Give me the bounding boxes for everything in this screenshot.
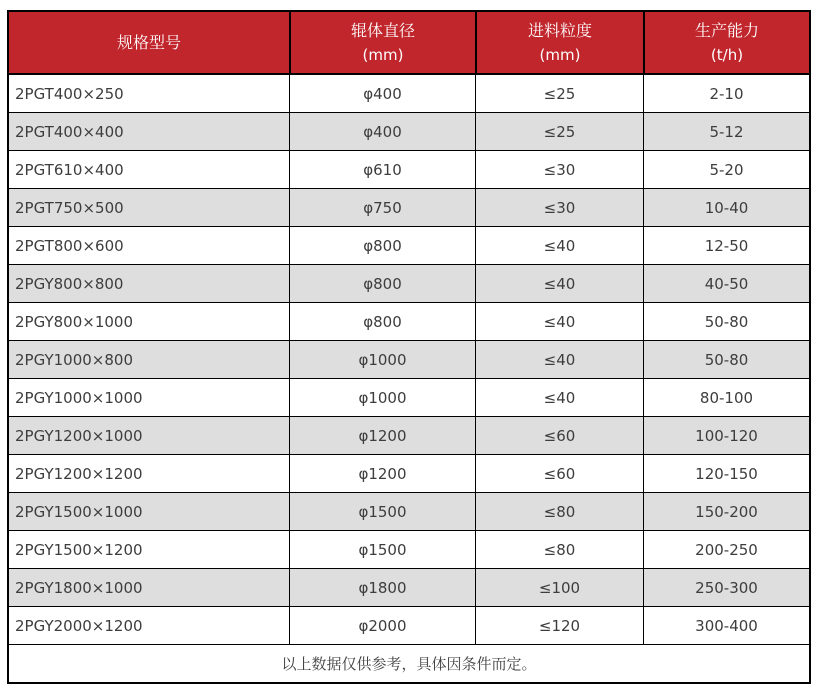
table-row bbox=[9, 151, 809, 189]
cell-model: 2PGT750×500 bbox=[15, 198, 124, 217]
table-row bbox=[9, 569, 809, 607]
cell-capacity: 50-80 bbox=[643, 303, 809, 340]
cell-roller-diameter: φ1800 bbox=[289, 569, 475, 606]
cell-model: 2PGY1000×1000 bbox=[15, 388, 143, 407]
cell-roller-diameter: φ800 bbox=[289, 265, 475, 302]
cell-capacity: 50-80 bbox=[643, 341, 809, 378]
header-cell-capacity bbox=[643, 12, 809, 73]
cell-capacity: 250-300 bbox=[643, 569, 809, 606]
cell-capacity: 2-10 bbox=[643, 75, 809, 112]
cell-roller-diameter: φ750 bbox=[289, 189, 475, 226]
header-title: 规格型号 bbox=[116, 33, 181, 52]
cell-capacity: 40-50 bbox=[643, 265, 809, 302]
header-unit: (mm) bbox=[362, 45, 404, 64]
cell-feed-size: ≤60 bbox=[475, 455, 643, 492]
cell-capacity: 200-250 bbox=[643, 531, 809, 568]
cell-roller-diameter: φ610 bbox=[289, 151, 475, 188]
cell-roller-diameter: φ1200 bbox=[289, 455, 475, 492]
header-title: 生产能力 bbox=[694, 20, 759, 40]
table-row bbox=[9, 113, 809, 151]
header-unit: (mm) bbox=[539, 45, 581, 64]
table-row bbox=[9, 493, 809, 531]
cell-model: 2PGT610×400 bbox=[15, 160, 124, 179]
cell-capacity: 80-100 bbox=[643, 379, 809, 416]
header-cell-feed-size bbox=[475, 12, 643, 73]
cell-model: 2PGT400×400 bbox=[15, 122, 124, 141]
table-row bbox=[9, 265, 809, 303]
cell-roller-diameter: φ400 bbox=[289, 75, 475, 112]
cell-model: 2PGY2000×1200 bbox=[15, 616, 143, 635]
cell-model: 2PGT400×250 bbox=[15, 84, 124, 103]
cell-feed-size: ≤40 bbox=[475, 379, 643, 416]
cell-feed-size: ≤30 bbox=[475, 151, 643, 188]
cell-capacity: 120-150 bbox=[643, 455, 809, 492]
cell-roller-diameter: φ800 bbox=[289, 227, 475, 264]
cell-feed-size: ≤25 bbox=[475, 75, 643, 112]
spec-table bbox=[7, 10, 811, 684]
table-row bbox=[9, 303, 809, 341]
cell-capacity: 150-200 bbox=[643, 493, 809, 530]
header-title: 辊体直径 bbox=[350, 20, 415, 40]
table-header-row bbox=[9, 12, 809, 75]
table-footnote bbox=[9, 645, 809, 682]
cell-feed-size: ≤60 bbox=[475, 417, 643, 454]
table-row bbox=[9, 455, 809, 493]
table-row bbox=[9, 531, 809, 569]
cell-model: 2PGY800×800 bbox=[15, 274, 124, 293]
table-row bbox=[9, 607, 809, 645]
header-cell-roller-diameter bbox=[289, 12, 475, 73]
cell-capacity: 12-50 bbox=[643, 227, 809, 264]
cell-model: 2PGY1200×1200 bbox=[15, 464, 143, 483]
cell-model: 2PGY1000×800 bbox=[15, 350, 134, 369]
cell-model: 2PGT800×600 bbox=[15, 236, 124, 255]
cell-roller-diameter: φ2000 bbox=[289, 607, 475, 644]
cell-capacity: 100-120 bbox=[643, 417, 809, 454]
cell-roller-diameter: φ1200 bbox=[289, 417, 475, 454]
cell-feed-size: ≤30 bbox=[475, 189, 643, 226]
cell-roller-diameter: φ1000 bbox=[289, 341, 475, 378]
cell-roller-diameter: φ800 bbox=[289, 303, 475, 340]
footnote-text: 以上数据仅供参考，具体因条件而定。 bbox=[281, 655, 537, 673]
header-title: 进料粒度 bbox=[527, 20, 592, 40]
cell-feed-size: ≤120 bbox=[475, 607, 643, 644]
table-row bbox=[9, 341, 809, 379]
table-row bbox=[9, 227, 809, 265]
table-row bbox=[9, 417, 809, 455]
cell-feed-size: ≤80 bbox=[475, 493, 643, 530]
cell-feed-size: ≤40 bbox=[475, 303, 643, 340]
cell-capacity: 300-400 bbox=[643, 607, 809, 644]
cell-feed-size: ≤80 bbox=[475, 531, 643, 568]
cell-feed-size: ≤100 bbox=[475, 569, 643, 606]
cell-capacity: 5-20 bbox=[643, 151, 809, 188]
cell-roller-diameter: φ400 bbox=[289, 113, 475, 150]
cell-feed-size: ≤40 bbox=[475, 265, 643, 302]
header-unit: (t/h) bbox=[710, 45, 744, 64]
cell-roller-diameter: φ1500 bbox=[289, 493, 475, 530]
cell-model: 2PGY1500×1200 bbox=[15, 540, 143, 559]
table-row bbox=[9, 379, 809, 417]
table-row bbox=[9, 75, 809, 113]
cell-feed-size: ≤25 bbox=[475, 113, 643, 150]
header-cell-model bbox=[9, 12, 289, 73]
cell-roller-diameter: φ1500 bbox=[289, 531, 475, 568]
cell-roller-diameter: φ1000 bbox=[289, 379, 475, 416]
cell-capacity: 10-40 bbox=[643, 189, 809, 226]
table-body bbox=[9, 75, 809, 645]
cell-feed-size: ≤40 bbox=[475, 227, 643, 264]
cell-model: 2PGY800×1000 bbox=[15, 312, 134, 331]
cell-model: 2PGY1800×1000 bbox=[15, 578, 143, 597]
cell-capacity: 5-12 bbox=[643, 113, 809, 150]
cell-feed-size: ≤40 bbox=[475, 341, 643, 378]
cell-model: 2PGY1200×1000 bbox=[15, 426, 143, 445]
table-row bbox=[9, 189, 809, 227]
cell-model: 2PGY1500×1000 bbox=[15, 502, 143, 521]
